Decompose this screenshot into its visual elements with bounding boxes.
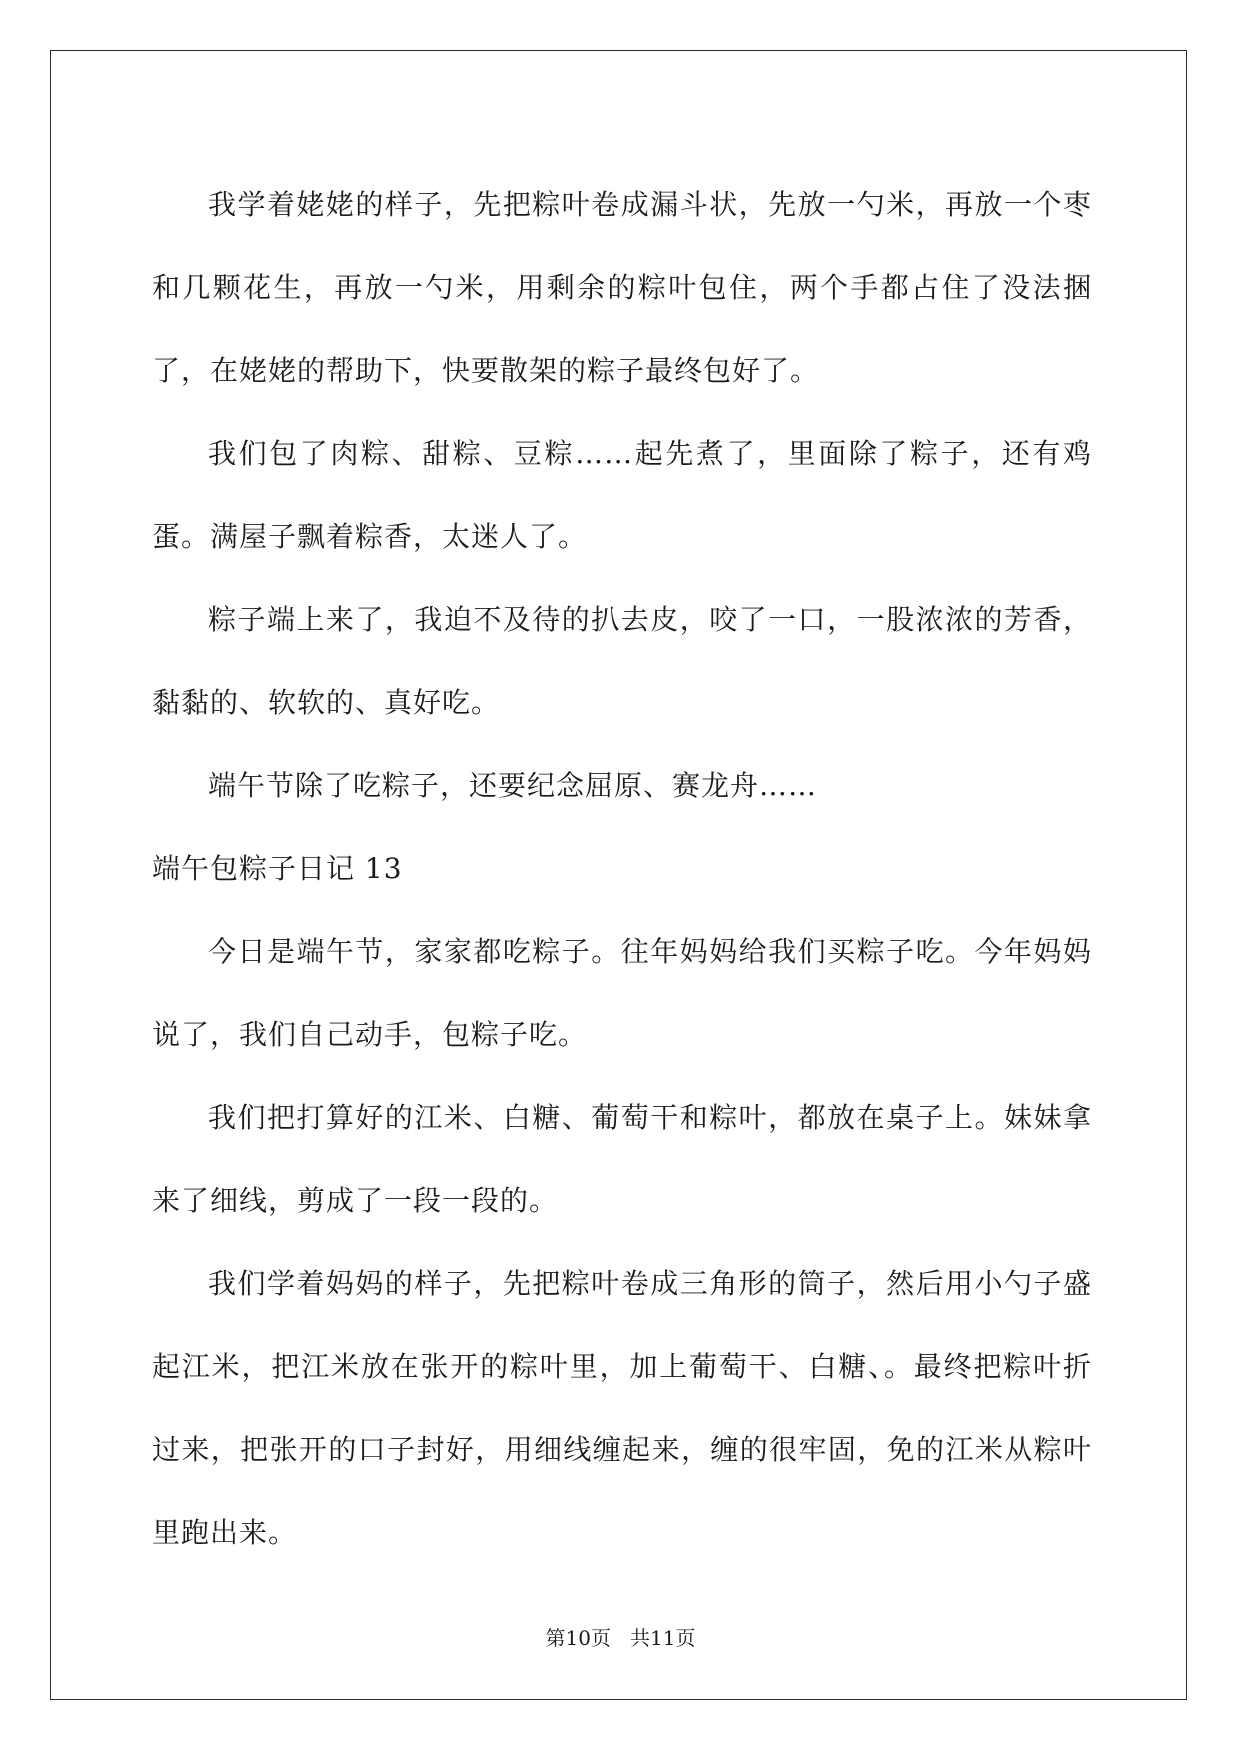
document-body (152, 163, 1092, 1574)
paragraph: 我们包了肉粽、甜粽、豆粽……起先煮了，里面除了粽子，还有鸡蛋。满屋子飘着粽香，太迷人了。 (152, 437, 1092, 553)
paragraph: 我们学着妈妈的样子，先把粽叶卷成三角形的筒子，然后用小勺子盛起江米，把江米放在张开的粽叶里，加上葡萄干、白糖、。最终把粽叶折过来，把张开的口子封好，用细线缠起来，缠的很牢固，免的江米从粽叶里跑出来。 (152, 1267, 1092, 1549)
paragraph: 粽子端上来了，我迫不及待的扒去皮，咬了一口，一股浓浓的芳香，黏黏的、软软的、真好吃。 (152, 603, 1092, 719)
page-footer (0, 1622, 1241, 1651)
section-title: 端午包粽子日记 13 (152, 852, 403, 885)
page-total: 共11页 (630, 1626, 696, 1650)
paragraph: 今日是端午节，家家都吃粽子。往年妈妈给我们买粽子吃。今年妈妈说了，我们自己动手，包粽子吃。 (152, 935, 1092, 1051)
page-number: 第10页 (545, 1626, 611, 1650)
paragraph: 我学着姥姥的样子，先把粽叶卷成漏斗状，先放一勺米，再放一个枣和几颗花生，再放一勺米，用剩余的粽叶包住，两个手都占住了没法捆了，在姥姥的帮助下，快要散架的粽子最终包好了。 (152, 188, 1092, 387)
paragraph: 我们把打算好的江米、白糖、葡萄干和粽叶，都放在桌子上。妹妹拿来了细线，剪成了一段一段的。 (152, 1101, 1092, 1217)
paragraph: 端午节除了吃粽子，还要纪念屈原、赛龙舟…… (208, 769, 818, 802)
